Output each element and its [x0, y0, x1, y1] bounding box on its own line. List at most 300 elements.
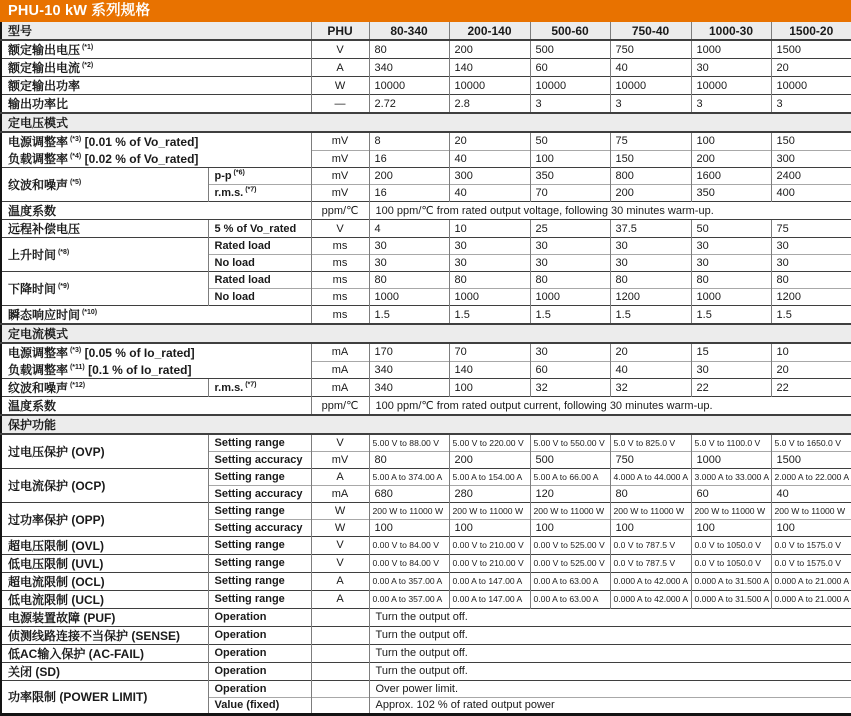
footnote-marker: (*6): [231, 169, 245, 177]
spec-row: [1, 554, 851, 572]
value-cell: 1.5: [771, 306, 851, 325]
row-label: 上升时间 $^{(*8)}$: [1, 238, 208, 272]
value-cell: 30: [771, 255, 851, 272]
value-cell: 1.5: [691, 306, 771, 325]
value-cell: 0.000 A to 21.000 A: [771, 572, 851, 590]
value-cell: 30: [771, 238, 851, 255]
row-label: 过电流保护 (OCP): [1, 468, 208, 502]
value-cell: 680: [369, 485, 449, 502]
value-cell: 300: [449, 168, 530, 185]
row-label: 纹波和噪声 $^{(*5)}$: [1, 168, 208, 202]
row-label: 负载调整率 $^{(*11)}$ [0.1 % of Io_rated]: [8, 363, 192, 377]
value-cell: 50: [691, 220, 771, 238]
value-cell: 1000: [691, 289, 771, 306]
row-label: 电源装置故障 (PUF): [1, 608, 208, 626]
value-cell: 200 W to 11000 W: [691, 502, 771, 519]
unit-cell: mV: [311, 185, 369, 202]
value-span-cell: Approx. 102 % of rated output power: [369, 697, 851, 714]
value-span-cell: Turn the output off.: [369, 608, 851, 626]
value-cell: 1000: [449, 289, 530, 306]
value-cell: 340: [369, 361, 449, 379]
model-column-label: 型号: [1, 22, 311, 40]
row-sublabel: Setting range: [208, 554, 311, 572]
unit-cell: W: [311, 502, 369, 519]
footnote-marker: (*3): [68, 136, 82, 143]
value-cell: 5.00 A to 154.00 A: [449, 468, 530, 485]
value-cell: 30: [449, 255, 530, 272]
value-cell: 25: [530, 220, 610, 238]
value-cell: 200 W to 11000 W: [530, 502, 610, 519]
row-label: 瞬态响应时间 $^{(*10)}$: [1, 306, 311, 325]
unit-cell: A: [311, 59, 369, 77]
value-cell: 16: [369, 185, 449, 202]
unit-cell: ppm/℃: [311, 397, 369, 416]
row-label: 额定输出电流 $^{(*2)}$: [1, 59, 311, 77]
model-header-6: 1500-20: [771, 22, 851, 40]
value-cell: 0.00 A to 63.00 A: [530, 590, 610, 608]
row-sublabel: Setting range: [208, 536, 311, 554]
value-cell: 0.00 V to 525.00 V: [530, 536, 610, 554]
value-cell: 750: [610, 40, 691, 59]
model-header-3: 500-60: [530, 22, 610, 40]
footnote-marker: (*12): [68, 382, 86, 389]
value-cell: 200: [449, 451, 530, 468]
row-label: 过电压保护 (OVP): [1, 434, 208, 468]
row-sublabel: r.m.s. $^{(*7)}$: [208, 379, 311, 397]
value-cell: 32: [530, 379, 610, 397]
row-sublabel: Operation: [208, 680, 311, 697]
row-sublabel: Operation: [208, 608, 311, 626]
value-cell: 60: [530, 59, 610, 77]
value-cell: 350: [530, 168, 610, 185]
value-cell: 0.0 V to 1050.0 V: [691, 536, 771, 554]
value-cell: 16: [369, 150, 449, 168]
spec-row: [1, 306, 851, 325]
value-cell: 340: [369, 379, 449, 397]
value-span-cell: Turn the output off.: [369, 644, 851, 662]
spec-row: [1, 680, 851, 697]
unit-cell: mV: [311, 132, 369, 150]
footnote-marker: (*7): [243, 380, 257, 388]
value-cell: 4.000 A to 44.000 A: [610, 468, 691, 485]
value-cell: 100: [691, 132, 771, 150]
model-header-4: 750-40: [610, 22, 691, 40]
row-sublabel: Rated load: [208, 272, 311, 289]
unit-cell: ms: [311, 255, 369, 272]
unit-cell: ms: [311, 289, 369, 306]
value-cell: 80: [369, 40, 449, 59]
value-cell: 1.5: [610, 306, 691, 325]
value-cell: 0.000 A to 42.000 A: [610, 572, 691, 590]
value-cell: 3: [771, 95, 851, 114]
unit-cell: W: [311, 77, 369, 95]
value-cell: 200 W to 11000 W: [449, 502, 530, 519]
value-cell: 0.0 V to 787.5 V: [610, 536, 691, 554]
model-header-5: 1000-30: [691, 22, 771, 40]
value-cell: 1600: [691, 168, 771, 185]
value-cell: 50: [530, 132, 610, 150]
unit-cell: [311, 680, 369, 697]
value-cell: 80: [530, 272, 610, 289]
value-cell: 10000: [449, 77, 530, 95]
value-cell: 40: [610, 361, 691, 379]
row-sublabel: Rated load: [208, 238, 311, 255]
value-cell: 3: [530, 95, 610, 114]
spec-row: [1, 536, 851, 554]
value-cell: 1500: [771, 40, 851, 59]
row-label: 侦测线路连接不当保护 (SENSE): [1, 626, 208, 644]
section-header: 保护功能: [1, 415, 851, 434]
unit-cell: [311, 644, 369, 662]
row-label: 低AC输入保护 (AC-FAIL): [1, 644, 208, 662]
value-cell: 140: [449, 361, 530, 379]
value-cell: 70: [449, 343, 530, 361]
value-cell: 0.00 A to 357.00 A: [369, 572, 449, 590]
spec-row: [1, 168, 851, 185]
value-cell: 0.000 A to 42.000 A: [610, 590, 691, 608]
value-cell: 300: [771, 150, 851, 168]
row-sublabel: Setting range: [208, 468, 311, 485]
spec-row: [1, 662, 851, 680]
series-name: PHU: [311, 22, 369, 40]
value-cell: 280: [449, 485, 530, 502]
row-label: 超电流限制 (OCL): [1, 572, 208, 590]
value-cell: 30: [610, 255, 691, 272]
value-cell: 3: [610, 95, 691, 114]
value-cell: 0.00 A to 63.00 A: [530, 572, 610, 590]
value-cell: 30: [530, 343, 610, 361]
unit-cell: mA: [311, 379, 369, 397]
unit-cell: ms: [311, 272, 369, 289]
value-cell: 0.00 V to 210.00 V: [449, 536, 530, 554]
value-cell: 0.0 V to 787.5 V: [610, 554, 691, 572]
section-row: [1, 415, 851, 434]
row-label: 低电流限制 (UCL): [1, 590, 208, 608]
value-cell: 4: [369, 220, 449, 238]
row-sublabel: No load: [208, 289, 311, 306]
value-cell: 22: [691, 379, 771, 397]
spec-row: [1, 220, 851, 238]
spec-row: [1, 502, 851, 519]
spec-row: [1, 397, 851, 416]
row-sublabel: No load: [208, 255, 311, 272]
value-cell: 120: [530, 485, 610, 502]
value-cell: 100: [771, 519, 851, 536]
spec-row: [1, 468, 851, 485]
spec-row: [1, 272, 851, 289]
footnote-marker: (*7): [243, 186, 257, 194]
section-row: [1, 324, 851, 343]
value-cell: 0.0 V to 1575.0 V: [771, 554, 851, 572]
unit-cell: —: [311, 95, 369, 114]
row-label: 远程补偿电压: [1, 220, 208, 238]
value-cell: 0.00 A to 147.00 A: [449, 590, 530, 608]
value-cell: 100: [369, 519, 449, 536]
value-cell: 30: [610, 238, 691, 255]
value-cell: 80: [369, 451, 449, 468]
value-cell: 30: [530, 238, 610, 255]
row-sublabel: 5 % of Vo_rated: [208, 220, 311, 238]
row-sublabel: Setting accuracy: [208, 485, 311, 502]
row-sublabel: Setting range: [208, 434, 311, 451]
section-row: [1, 113, 851, 132]
row-label: 电源调整率 $^{(*3)}$ [0.01 % of Vo_rated]: [1, 132, 311, 150]
row-label: 过功率保护 (OPP): [1, 502, 208, 536]
spec-row: [1, 379, 851, 397]
spec-row: [1, 343, 851, 361]
value-cell: 10000: [771, 77, 851, 95]
spec-row: [1, 95, 851, 114]
value-cell: 150: [610, 150, 691, 168]
row-sublabel: Setting accuracy: [208, 519, 311, 536]
row-label: 额定输出功率: [1, 77, 311, 95]
value-cell: 200 W to 11000 W: [610, 502, 691, 519]
row-sublabel: Operation: [208, 662, 311, 680]
value-cell: 8: [369, 132, 449, 150]
value-cell: 0.00 V to 84.00 V: [369, 536, 449, 554]
unit-cell: [311, 608, 369, 626]
unit-cell: W: [311, 519, 369, 536]
unit-cell: mA: [311, 343, 369, 361]
value-cell: 1500: [771, 451, 851, 468]
unit-cell: V: [311, 536, 369, 554]
value-span-cell: 100 ppm/℃ from rated output voltage, following 30 minutes warm-up.: [369, 202, 851, 220]
value-cell: 10: [771, 343, 851, 361]
value-cell: 5.00 V to 550.00 V: [530, 434, 610, 451]
spec-row: [1, 132, 851, 150]
value-cell: 100: [449, 379, 530, 397]
value-cell: 0.0 V to 1575.0 V: [771, 536, 851, 554]
row-label: 额定输出电压 $^{(*1)}$: [1, 40, 311, 59]
row-label: 下降时间 $^{(*9)}$: [1, 272, 208, 306]
value-cell: 5.00 V to 88.00 V: [369, 434, 449, 451]
footnote-marker: (*5): [68, 179, 82, 186]
spec-row: [1, 434, 851, 451]
value-cell: 40: [449, 185, 530, 202]
section-header: 定电压模式: [1, 113, 851, 132]
value-cell: 10000: [530, 77, 610, 95]
row-sublabel: r.m.s. $^{(*7)}$: [208, 185, 311, 202]
unit-cell: mA: [311, 361, 369, 379]
unit-cell: mV: [311, 451, 369, 468]
spec-row: [1, 572, 851, 590]
value-cell: 3: [691, 95, 771, 114]
value-cell: 80: [771, 272, 851, 289]
value-cell: 1.5: [530, 306, 610, 325]
value-cell: 0.000 A to 21.000 A: [771, 590, 851, 608]
value-cell: 2.000 A to 22.000 A: [771, 468, 851, 485]
value-cell: 10000: [691, 77, 771, 95]
value-cell: 0.00 A to 357.00 A: [369, 590, 449, 608]
row-label: 负载调整率 $^{(*4)}$ [0.02 % of Vo_rated]: [8, 152, 199, 166]
spec-row: [1, 608, 851, 626]
spec-row: [1, 150, 851, 168]
unit-cell: ms: [311, 238, 369, 255]
value-cell: 10000: [369, 77, 449, 95]
value-cell: 75: [771, 220, 851, 238]
spec-row: [1, 202, 851, 220]
table-title: PHU-10 kW 系列规格: [0, 0, 851, 22]
value-cell: 80: [691, 272, 771, 289]
value-cell: 800: [610, 168, 691, 185]
value-cell: 200 W to 11000 W: [771, 502, 851, 519]
unit-cell: ms: [311, 306, 369, 325]
footnote-marker: (*2): [80, 62, 94, 69]
value-cell: 1000: [369, 289, 449, 306]
value-cell: 1.5: [449, 306, 530, 325]
row-sublabel: Value (fixed): [208, 697, 311, 714]
value-cell: 30: [691, 59, 771, 77]
value-cell: 100: [610, 519, 691, 536]
value-cell: 32: [610, 379, 691, 397]
unit-cell: mV: [311, 168, 369, 185]
unit-cell: A: [311, 590, 369, 608]
value-cell: 30: [369, 255, 449, 272]
value-span-cell: 100 ppm/℃ from rated output current, following 30 minutes warm-up.: [369, 397, 851, 416]
value-cell: 1200: [610, 289, 691, 306]
model-header-1: 80-340: [369, 22, 449, 40]
value-cell: 70: [530, 185, 610, 202]
value-cell: 15: [691, 343, 771, 361]
value-cell: 1000: [691, 40, 771, 59]
value-span-cell: Turn the output off.: [369, 662, 851, 680]
section-header: 定电流模式: [1, 324, 851, 343]
value-cell: 1000: [530, 289, 610, 306]
row-label: 功率限制 (POWER LIMIT): [1, 680, 208, 714]
row-sublabel: Setting range: [208, 590, 311, 608]
value-span-cell: Turn the output off.: [369, 626, 851, 644]
value-cell: 20: [449, 132, 530, 150]
value-cell: 20: [610, 343, 691, 361]
spec-row: [1, 59, 851, 77]
value-cell: 5.00 A to 374.00 A: [369, 468, 449, 485]
value-cell: 150: [771, 132, 851, 150]
row-sublabel: p-p $^{(*6)}$: [208, 168, 311, 185]
value-cell: 80: [610, 272, 691, 289]
value-cell: 350: [691, 185, 771, 202]
value-cell: 30: [691, 361, 771, 379]
row-sublabel: Setting range: [208, 572, 311, 590]
value-cell: 750: [610, 451, 691, 468]
value-cell: 20: [771, 361, 851, 379]
value-cell: 10: [449, 220, 530, 238]
spec-table-body: [1, 40, 851, 714]
value-cell: 100: [530, 519, 610, 536]
value-cell: 80: [369, 272, 449, 289]
value-cell: 0.00 V to 525.00 V: [530, 554, 610, 572]
unit-cell: mV: [311, 150, 369, 168]
value-cell: 30: [691, 238, 771, 255]
unit-cell: mA: [311, 485, 369, 502]
value-cell: 5.00 A to 66.00 A: [530, 468, 610, 485]
row-sublabel: Setting range: [208, 502, 311, 519]
unit-cell: [311, 697, 369, 714]
row-label: 低电压限制 (UVL): [1, 554, 208, 572]
value-cell: 0.00 V to 84.00 V: [369, 554, 449, 572]
value-cell: 0.00 V to 210.00 V: [449, 554, 530, 572]
value-cell: 2.8: [449, 95, 530, 114]
footnote-marker: (*1): [80, 44, 94, 51]
value-cell: 30: [691, 255, 771, 272]
value-cell: 0.000 A to 31.500 A: [691, 572, 771, 590]
unit-cell: V: [311, 554, 369, 572]
value-cell: 100: [691, 519, 771, 536]
value-cell: 100: [530, 150, 610, 168]
model-header-row: [1, 22, 851, 40]
spec-row: [1, 590, 851, 608]
value-cell: 10000: [610, 77, 691, 95]
value-cell: 5.0 V to 825.0 V: [610, 434, 691, 451]
value-cell: 40: [771, 485, 851, 502]
row-label: 温度系数: [1, 202, 311, 220]
value-cell: 170: [369, 343, 449, 361]
value-cell: 1.5: [369, 306, 449, 325]
value-cell: 0.000 A to 31.500 A: [691, 590, 771, 608]
row-label: 温度系数: [1, 397, 311, 416]
unit-cell: [311, 626, 369, 644]
value-cell: 37.5: [610, 220, 691, 238]
footnote-marker: (*10): [80, 309, 98, 316]
value-cell: 100: [449, 519, 530, 536]
value-cell: 80: [449, 272, 530, 289]
model-header-2: 200-140: [449, 22, 530, 40]
value-cell: 200: [691, 150, 771, 168]
value-cell: 40: [610, 59, 691, 77]
row-label: 电源调整率 $^{(*3)}$ [0.05 % of Io_rated]: [1, 343, 311, 361]
unit-cell: V: [311, 220, 369, 238]
row-sublabel: Setting accuracy: [208, 451, 311, 468]
row-label: 关闭 (SD): [1, 662, 208, 680]
spec-row: [1, 238, 851, 255]
value-cell: 200: [369, 168, 449, 185]
value-cell: 3.000 A to 33.000 A: [691, 468, 771, 485]
value-cell: 60: [691, 485, 771, 502]
value-cell: 5.0 V to 1100.0 V: [691, 434, 771, 451]
footnote-marker: (*8): [56, 249, 70, 256]
value-cell: 1200: [771, 289, 851, 306]
spec-row: [1, 40, 851, 59]
value-cell: 30: [449, 238, 530, 255]
spec-row: [1, 644, 851, 662]
value-cell: 2.72: [369, 95, 449, 114]
value-cell: 500: [530, 40, 610, 59]
row-label: 超电压限制 (OVL): [1, 536, 208, 554]
value-cell: 200: [610, 185, 691, 202]
value-cell: 500: [530, 451, 610, 468]
unit-cell: V: [311, 434, 369, 451]
value-cell: 140: [449, 59, 530, 77]
spec-row: [1, 77, 851, 95]
unit-cell: [311, 662, 369, 680]
unit-cell: A: [311, 572, 369, 590]
row-label: 纹波和噪声 $^{(*12)}$: [1, 379, 208, 397]
unit-cell: V: [311, 40, 369, 59]
value-cell: 200 W to 11000 W: [369, 502, 449, 519]
value-cell: 1000: [691, 451, 771, 468]
spec-table: [0, 22, 851, 716]
value-cell: 40: [449, 150, 530, 168]
value-cell: 30: [369, 238, 449, 255]
value-cell: 30: [530, 255, 610, 272]
footnote-marker: (*4): [68, 153, 82, 160]
spec-row: [1, 626, 851, 644]
value-cell: 5.0 V to 1650.0 V: [771, 434, 851, 451]
value-cell: 60: [530, 361, 610, 379]
value-span-cell: Over power limit.: [369, 680, 851, 697]
spec-row: [1, 361, 851, 379]
value-cell: 5.00 V to 220.00 V: [449, 434, 530, 451]
value-cell: 75: [610, 132, 691, 150]
